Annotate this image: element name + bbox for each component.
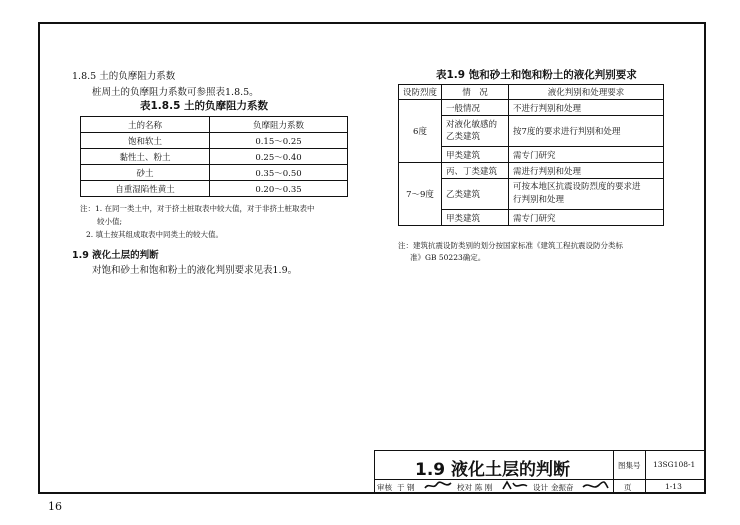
table-1-9-note-line-1: 注：建筑抗震设防类别的划分按国家标准《建筑工程抗震设防分类标 (398, 241, 623, 250)
table-row (81, 165, 348, 181)
table-cell: 一般情况 (442, 100, 509, 116)
table-header-row (399, 85, 664, 100)
table-cell: 饱和软土 (81, 133, 210, 149)
table-cell: 0.35～0.50 (210, 165, 348, 181)
designer-signature (581, 480, 609, 492)
section-1-9-body: 对饱和砂土和饱和粉土的液化判别要求见表1.9。 (92, 265, 298, 276)
review-label: 审核 (377, 483, 392, 492)
table-row (81, 133, 348, 149)
page-number: 16 (48, 500, 62, 513)
table-cell: 对液化敏感的 乙类建筑 (442, 116, 509, 147)
header-cell: 情 况 (442, 85, 509, 100)
table-cell: 0.15～0.25 (210, 133, 348, 149)
table-cell: 丙、丁类建筑 (442, 163, 509, 179)
intensity-cell: 6度 (399, 100, 442, 163)
table-cell: 0.25～0.40 (210, 149, 348, 165)
table-cell: 乙类建筑 (442, 179, 509, 210)
drawing-title: 1.9 液化土层的判断 (415, 460, 571, 480)
checker-signature (501, 480, 529, 492)
table-row (81, 149, 348, 165)
table-1-8-5-title: 表1.8.5 土的负摩阻力系数 (140, 100, 269, 112)
page-code: 1-13 (665, 482, 682, 491)
title-block (374, 450, 704, 493)
section-1-9-heading: 1.9 液化土层的判断 (72, 250, 159, 261)
designer-name: 金振奋 (551, 483, 574, 492)
table-cell: 不进行判别和处理 (509, 100, 664, 116)
section-1-8-5-body: 桩周土的负摩阻力系数可参照表1.8.5。 (92, 87, 259, 98)
table-1-9-title: 表1.9 饱和砂土和饱和粉土的液化判别要求 (436, 69, 637, 81)
table-row (81, 181, 348, 197)
reviewer-name: 于 钢 (397, 483, 415, 492)
page-label: 页 (624, 483, 632, 492)
table-cell: 黏性土、粉土 (81, 149, 210, 165)
table-1-8-5 (80, 116, 348, 197)
note-line-1: 注：1. 在同一类土中，对于挤土桩取表中较大值，对于非挤土桩取表中 (80, 204, 315, 213)
table-cell: 砂土 (81, 165, 210, 181)
section-1-8-5-heading: 1.8.5 土的负摩阻力系数 (72, 71, 176, 82)
table-1-9 (398, 84, 664, 226)
header-cell: 设防烈度 (399, 85, 442, 100)
table-cell: 自重湿陷性黄土 (81, 181, 210, 197)
table-row (399, 100, 664, 116)
atlas-number: 13SG108-1 (653, 460, 696, 469)
atlas-label: 图集号 (618, 461, 641, 470)
checker-name: 陈 刚 (475, 483, 493, 492)
intensity-cell: 7～9度 (399, 163, 442, 226)
reviewer-signature (423, 480, 453, 492)
table-cell: 需专门研究 (509, 210, 664, 226)
table-header-row (81, 117, 348, 133)
header-cell: 土的名称 (81, 117, 210, 133)
table-row (399, 163, 664, 179)
check-label: 校对 (457, 483, 472, 492)
table-cell: 甲类建筑 (442, 147, 509, 163)
note-line-3: 2. 填土按其组成取表中同类土的较大值。 (86, 230, 224, 239)
table-cell: 甲类建筑 (442, 210, 509, 226)
table-cell: 按7度的要求进行判别和处理 (509, 116, 664, 147)
header-cell: 液化判别和处理要求 (509, 85, 664, 100)
note-line-2: 较小值; (97, 217, 123, 226)
design-label: 设计 (533, 483, 548, 492)
table-cell: 0.20～0.35 (210, 181, 348, 197)
table-cell: 可按本地区抗震设防烈度的要求进 行判别和处理 (509, 179, 664, 210)
header-cell: 负摩阻力系数 (210, 117, 348, 133)
table-cell: 需进行判别和处理 (509, 163, 664, 179)
table-1-9-note-line-2: 准》GB 50223确定。 (410, 253, 486, 262)
table-cell: 需专门研究 (509, 147, 664, 163)
